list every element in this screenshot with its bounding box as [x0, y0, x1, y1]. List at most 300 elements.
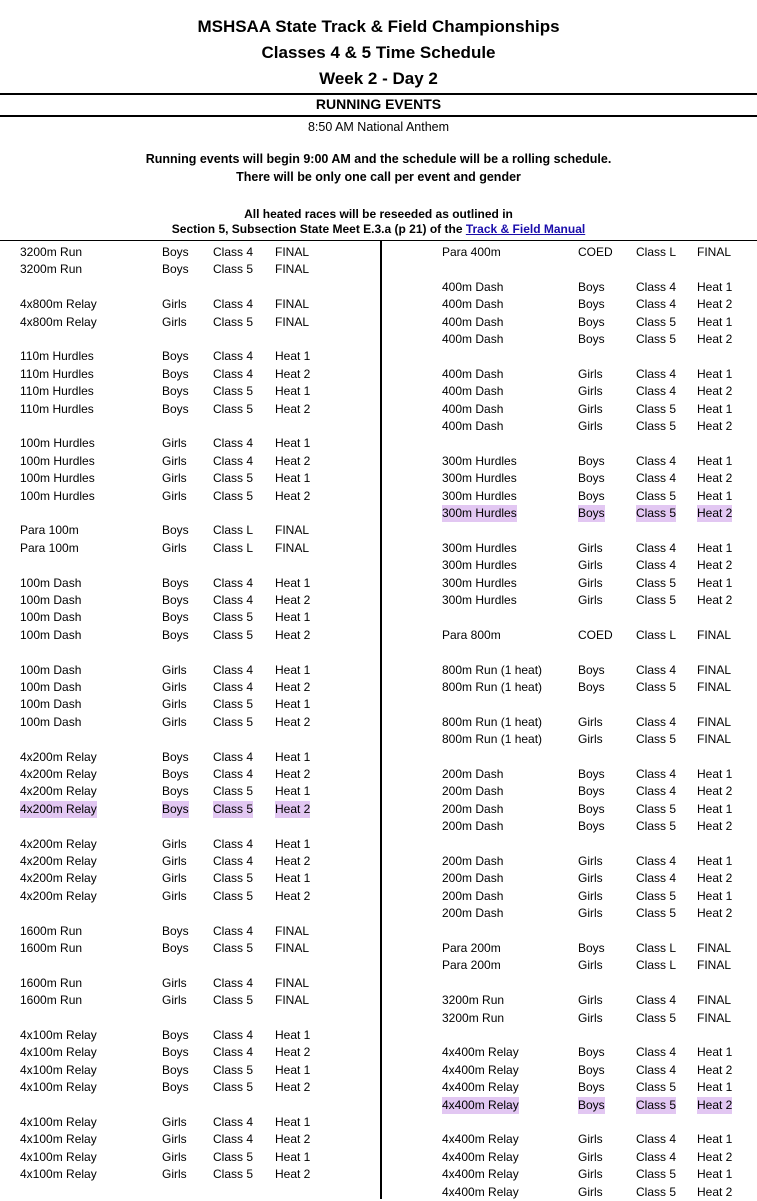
- gender: Girls: [578, 714, 603, 729]
- event-name: 100m Hurdles: [20, 453, 95, 468]
- schedule-row: [0, 783, 380, 800]
- class: Class 5: [636, 1080, 677, 1095]
- heat: Heat 2: [697, 384, 733, 399]
- event-name: 110m Hurdles: [20, 366, 94, 381]
- class: Class 4: [636, 1132, 677, 1147]
- event-name: 100m Hurdles: [20, 488, 95, 503]
- class: Class 5: [213, 871, 254, 886]
- event-name: 4x200m Relay: [20, 854, 97, 868]
- schedule-row: [0, 662, 380, 679]
- class: Class 4: [213, 749, 254, 764]
- heat: FINAL: [275, 262, 310, 277]
- class: Class 5: [213, 401, 254, 416]
- gender: Boys: [578, 314, 605, 329]
- schedule-row: [0, 470, 380, 487]
- event-name: Para 400m: [442, 245, 501, 259]
- schedule-row: [0, 261, 380, 278]
- schedule-row: [382, 731, 757, 748]
- event-name: 200m Dash: [442, 819, 504, 834]
- event-name: 400m Dash: [442, 279, 504, 294]
- event-name: 4x400m Relay: [442, 1149, 519, 1164]
- event-name: 100m Dash: [20, 575, 82, 590]
- event-name: 100m Dash: [20, 662, 82, 677]
- event-name: 800m Run (1 heat): [442, 714, 543, 729]
- gender: Girls: [578, 1167, 603, 1182]
- heat: FINAL: [697, 941, 732, 955]
- schedule-row: [382, 1149, 757, 1166]
- event-name: 4x400m Relay: [442, 1045, 519, 1060]
- schedule-row: [0, 1027, 380, 1044]
- heat: Heat 2: [275, 1045, 311, 1060]
- event-name: 4x400m Relay: [442, 1097, 519, 1112]
- class: Class 5: [636, 593, 677, 607]
- heat: Heat 1: [275, 871, 311, 886]
- gender: Girls: [162, 314, 187, 329]
- schedule-day: Week 2 - Day 2: [319, 69, 438, 88]
- heat: Heat 1: [697, 767, 733, 781]
- heat: Heat 1: [697, 314, 733, 329]
- schedule-row: [382, 992, 757, 1009]
- heat: FINAL: [275, 523, 310, 538]
- class: Class 4: [636, 871, 677, 886]
- event-name: Para 200m: [442, 941, 501, 955]
- gender: Boys: [162, 801, 189, 816]
- schedule-row: [382, 940, 757, 957]
- schedule-row: [0, 766, 380, 783]
- schedule-row: [382, 1184, 757, 1201]
- gender: Boys: [162, 523, 189, 538]
- heat: FINAL: [275, 540, 310, 555]
- heat: Heat 2: [275, 1167, 311, 1182]
- schedule-row: [382, 627, 757, 644]
- event-name: 100m Dash: [20, 627, 82, 642]
- schedule-row: [0, 1131, 380, 1148]
- reseed-line-1: All heated races will be reseeded as outlined in: [244, 207, 513, 221]
- event-name: 4x200m Relay: [20, 871, 97, 886]
- gender: Girls: [162, 540, 187, 555]
- class: Class 5: [213, 471, 254, 486]
- schedule-row: [382, 818, 757, 835]
- class: Class 5: [636, 1167, 677, 1182]
- class: Class 5: [636, 488, 677, 503]
- event-name: 100m Dash: [20, 714, 82, 729]
- event-name: 4x800m Relay: [20, 314, 97, 329]
- class: Class L: [213, 523, 254, 538]
- event-name: Para 200m: [442, 958, 501, 973]
- gender: Girls: [162, 714, 187, 729]
- class: Class 5: [213, 801, 254, 816]
- gender: Girls: [578, 558, 603, 573]
- heat: Heat 1: [697, 801, 733, 816]
- schedule-row: [382, 383, 757, 400]
- class: Class 4: [213, 662, 254, 677]
- gender: Girls: [578, 401, 603, 416]
- gender: Boys: [578, 1045, 605, 1060]
- heat: Heat 2: [275, 627, 311, 642]
- gender: Boys: [578, 819, 605, 834]
- gender: Girls: [162, 888, 187, 903]
- schedule-row: [0, 522, 380, 539]
- heat: Heat 2: [275, 714, 311, 729]
- event-name: Para 100m: [20, 540, 79, 555]
- schedule-row: [0, 749, 380, 766]
- schedule-row: [382, 453, 757, 470]
- gender: Girls: [162, 1132, 187, 1147]
- schedule-row: [382, 1166, 757, 1183]
- heat: Heat 2: [697, 906, 733, 921]
- gender: Girls: [162, 854, 187, 868]
- event-name: 100m Hurdles: [20, 436, 95, 451]
- anthem-line: 8:50 AM National Anthem: [307, 120, 450, 134]
- gender: Boys: [578, 801, 605, 816]
- schedule-row: [382, 662, 757, 679]
- schedule-row: [0, 435, 380, 452]
- class: Class 5: [213, 941, 254, 955]
- gender: Girls: [578, 1149, 603, 1164]
- class: Class 4: [636, 297, 677, 312]
- section-heading: RUNNING EVENTS: [315, 96, 442, 112]
- heat: Heat 2: [275, 801, 311, 816]
- class: Class 4: [636, 471, 677, 486]
- reseed-text: Section 5, Subsection State Meet E.3.a (p 21) of the: [171, 222, 466, 236]
- schedule-row: [382, 592, 757, 609]
- event-name: 400m Dash: [442, 366, 504, 381]
- event-name: 4x100m Relay: [20, 1149, 97, 1164]
- heat: FINAL: [275, 314, 310, 329]
- gender: Boys: [162, 593, 189, 607]
- heat: FINAL: [697, 958, 732, 973]
- heat: Heat 2: [697, 593, 733, 607]
- gender: Girls: [578, 1132, 603, 1147]
- class: Class 4: [636, 540, 677, 555]
- event-name: 400m Dash: [442, 314, 504, 329]
- heat: FINAL: [275, 975, 310, 990]
- heat: Heat 1: [275, 662, 311, 677]
- event-name: 4x400m Relay: [442, 1080, 519, 1095]
- event-name: 110m Hurdles: [20, 384, 94, 399]
- schedule-row: [0, 696, 380, 713]
- class: Class 5: [213, 714, 254, 729]
- event-name: 100m Hurdles: [20, 471, 95, 486]
- class: Class 4: [636, 854, 677, 868]
- class: Class 5: [636, 732, 677, 747]
- schedule-row: [0, 453, 380, 470]
- heat: FINAL: [275, 923, 310, 938]
- event-name: 4x100m Relay: [20, 1132, 97, 1147]
- event-name: 300m Hurdles: [442, 540, 517, 555]
- schedule-row: [382, 1010, 757, 1027]
- heat: FINAL: [697, 993, 732, 1008]
- class: Class 4: [636, 993, 677, 1008]
- class: Class 4: [213, 297, 254, 312]
- class: Class 4: [213, 575, 254, 590]
- class: Class 5: [636, 680, 677, 694]
- class: Class 4: [213, 349, 254, 364]
- gender: Boys: [162, 384, 189, 399]
- class: Class 4: [636, 1045, 677, 1060]
- gender: Boys: [578, 297, 605, 312]
- event-name: 3200m Run: [442, 993, 505, 1008]
- class: Class 5: [213, 1062, 254, 1077]
- notice-line-2: There will be only one call per event and gender: [236, 170, 521, 184]
- schedule-row: [0, 1114, 380, 1131]
- gender: Boys: [578, 941, 605, 955]
- gender: Girls: [162, 871, 187, 886]
- schedule-row: [382, 314, 757, 331]
- heat: Heat 1: [275, 471, 311, 486]
- document-subtitle: Classes 4 & 5 Time Schedule: [261, 43, 496, 62]
- heat: Heat 2: [275, 366, 311, 381]
- class: Class 5: [213, 610, 254, 625]
- event-name: 400m Dash: [442, 401, 504, 416]
- gender: Boys: [578, 767, 605, 781]
- heat: Heat 1: [275, 349, 311, 364]
- gender: Boys: [162, 1062, 189, 1077]
- class: Class 5: [213, 384, 254, 399]
- gender: Girls: [578, 384, 603, 399]
- event-name: 200m Dash: [442, 888, 504, 903]
- event-name: 4x200m Relay: [20, 784, 97, 799]
- heat: Heat 1: [697, 1045, 733, 1060]
- event-name: 4x400m Relay: [442, 1132, 519, 1147]
- gender: Girls: [162, 1149, 187, 1164]
- schedule-row: [382, 470, 757, 487]
- gender: Boys: [578, 1062, 605, 1077]
- heat: FINAL: [697, 714, 732, 729]
- heat: FINAL: [697, 627, 732, 642]
- event-name: 4x200m Relay: [20, 888, 97, 903]
- heat: Heat 1: [697, 1080, 733, 1095]
- event-name: 300m Hurdles: [442, 593, 517, 607]
- class: Class 4: [213, 1132, 254, 1147]
- event-name: 4x400m Relay: [442, 1184, 519, 1199]
- schedule-row: [382, 505, 757, 522]
- gender: Girls: [578, 1010, 603, 1025]
- heat: FINAL: [697, 680, 732, 694]
- schedule-row: [0, 992, 380, 1009]
- gender: Boys: [162, 767, 189, 781]
- gender: Girls: [578, 732, 603, 747]
- gender: Boys: [162, 366, 189, 381]
- heat: FINAL: [275, 297, 310, 312]
- schedule-row: [382, 557, 757, 574]
- heat: FINAL: [697, 732, 732, 747]
- schedule-row: [382, 905, 757, 922]
- event-name: 200m Dash: [442, 906, 504, 921]
- class: Class 5: [636, 888, 677, 903]
- event-name: 300m Hurdles: [442, 575, 517, 590]
- gender: Boys: [162, 610, 189, 625]
- event-name: 400m Dash: [442, 297, 504, 312]
- class: Class 4: [213, 836, 254, 851]
- class: Class 5: [636, 1184, 677, 1199]
- event-name: 400m Dash: [442, 332, 504, 346]
- schedule-row: [0, 853, 380, 870]
- event-name: 1600m Run: [20, 923, 83, 938]
- class: Class 5: [213, 888, 254, 903]
- class: Class 5: [636, 819, 677, 834]
- event-name: 800m Run (1 heat): [442, 732, 543, 747]
- heat: Heat 1: [697, 854, 733, 868]
- gender: Boys: [578, 680, 605, 694]
- class: Class 5: [213, 1149, 254, 1164]
- event-name: Para 100m: [20, 523, 79, 538]
- heat: Heat 2: [697, 1184, 733, 1199]
- event-name: 300m Hurdles: [442, 453, 517, 468]
- gender: Girls: [162, 488, 187, 503]
- schedule-row: [0, 714, 380, 731]
- event-name: 400m Dash: [442, 419, 504, 433]
- class: Class 5: [636, 575, 677, 590]
- heat: Heat 2: [275, 488, 311, 503]
- heat: Heat 1: [275, 610, 311, 625]
- schedule-row: [0, 575, 380, 592]
- divider-rule: [0, 93, 757, 95]
- heat: Heat 2: [697, 871, 733, 886]
- heat: Heat 1: [275, 384, 311, 399]
- gender: Boys: [162, 1028, 189, 1042]
- event-name: 4x200m Relay: [20, 836, 97, 851]
- event-name: 1600m Run: [20, 993, 83, 1008]
- gender: Boys: [162, 923, 189, 938]
- schedule-row: [382, 1044, 757, 1061]
- class: Class 4: [636, 662, 677, 677]
- schedule-row: [0, 401, 380, 418]
- class: Class 4: [213, 1045, 254, 1060]
- heat: Heat 2: [697, 1062, 733, 1077]
- schedule-row: [0, 888, 380, 905]
- class: Class L: [636, 627, 677, 642]
- schedule-row: [0, 1079, 380, 1096]
- event-name: 300m Hurdles: [442, 488, 517, 503]
- gender: Boys: [162, 575, 189, 590]
- class: Class 4: [213, 453, 254, 468]
- heat: Heat 1: [275, 1028, 311, 1042]
- schedule-row: [382, 853, 757, 870]
- schedule-row: [382, 279, 757, 296]
- gender: Girls: [162, 680, 187, 694]
- schedule-row: [0, 679, 380, 696]
- heat: FINAL: [697, 245, 732, 259]
- heat: Heat 2: [697, 1149, 733, 1164]
- schedule-row: [382, 418, 757, 435]
- heat: Heat 2: [697, 419, 733, 433]
- event-name: 100m Dash: [20, 680, 82, 694]
- schedule-row: [0, 383, 380, 400]
- class: Class 4: [213, 854, 254, 868]
- event-name: 200m Dash: [442, 784, 504, 799]
- event-name: 4x800m Relay: [20, 297, 97, 312]
- schedule-row: [382, 366, 757, 383]
- gender: Boys: [162, 941, 189, 955]
- event-name: 4x200m Relay: [20, 749, 97, 764]
- heat: FINAL: [275, 993, 310, 1008]
- gender: Girls: [162, 453, 187, 468]
- class: Class 5: [636, 906, 677, 921]
- heat: Heat 2: [697, 332, 733, 346]
- class: Class 5: [213, 262, 254, 277]
- heat: Heat 2: [697, 819, 733, 834]
- gender: Boys: [578, 453, 605, 468]
- class: Class 4: [636, 784, 677, 799]
- event-name: Para 800m: [442, 627, 501, 642]
- gender: Boys: [578, 488, 605, 503]
- gender: Girls: [578, 854, 603, 868]
- event-name: 4x100m Relay: [20, 1062, 97, 1077]
- gender: Boys: [162, 1080, 189, 1095]
- event-name: 4x100m Relay: [20, 1028, 97, 1042]
- heat: Heat 2: [275, 680, 311, 694]
- heat: Heat 2: [697, 1097, 733, 1112]
- event-name: 4x100m Relay: [20, 1167, 97, 1182]
- schedule-row: [0, 836, 380, 853]
- gender: Boys: [578, 471, 605, 486]
- event-name: 3200m Run: [20, 262, 83, 277]
- schedule-row: [382, 488, 757, 505]
- heat: Heat 2: [275, 1080, 311, 1095]
- class: Class 5: [213, 314, 254, 329]
- class: Class 4: [636, 714, 677, 729]
- heat: Heat 1: [697, 540, 733, 555]
- manual-link[interactable]: Track & Field Manual: [465, 222, 586, 236]
- event-name: 200m Dash: [442, 871, 504, 886]
- class: Class 4: [213, 975, 254, 990]
- heat: FINAL: [697, 1010, 732, 1025]
- heat: Heat 1: [275, 1149, 311, 1164]
- event-name: 1600m Run: [20, 941, 83, 955]
- class: Class L: [636, 245, 677, 259]
- schedule-row: [0, 488, 380, 505]
- schedule-row: [382, 783, 757, 800]
- gender: Girls: [162, 697, 187, 712]
- gender: Girls: [162, 975, 187, 990]
- class: Class 4: [636, 767, 677, 781]
- gender: Girls: [162, 662, 187, 677]
- schedule-row: [382, 801, 757, 818]
- gender: Girls: [162, 1167, 187, 1182]
- heat: Heat 2: [275, 767, 311, 781]
- class: Class 4: [213, 1115, 254, 1129]
- gender: Girls: [162, 297, 187, 312]
- divider-rule: [0, 115, 757, 117]
- event-name: 110m Hurdles: [20, 349, 94, 364]
- heat: Heat 1: [275, 784, 311, 799]
- event-name: 400m Dash: [442, 384, 504, 399]
- event-name: 4x100m Relay: [20, 1045, 97, 1060]
- schedule-row: [0, 609, 380, 626]
- schedule-row: [382, 714, 757, 731]
- gender: Girls: [162, 836, 187, 851]
- notice-line-1: Running events will begin 9:00 AM and the schedule will be a rolling schedule.: [145, 152, 612, 166]
- schedule-row: [0, 366, 380, 383]
- schedule-row: [382, 957, 757, 974]
- schedule-row: [0, 348, 380, 365]
- heat: Heat 2: [275, 453, 311, 468]
- gender: Boys: [162, 262, 189, 277]
- gender: Girls: [578, 366, 603, 381]
- class: Class 5: [636, 314, 677, 329]
- gender: Girls: [578, 593, 603, 607]
- schedule-row: [382, 1097, 757, 1114]
- heat: Heat 1: [697, 1167, 733, 1182]
- event-name: 200m Dash: [442, 767, 504, 781]
- event-name: 100m Dash: [20, 593, 82, 607]
- class: Class 5: [213, 697, 254, 712]
- class: Class 4: [213, 767, 254, 781]
- heat: Heat 1: [697, 453, 733, 468]
- gender: Boys: [578, 784, 605, 799]
- heat: FINAL: [697, 662, 732, 677]
